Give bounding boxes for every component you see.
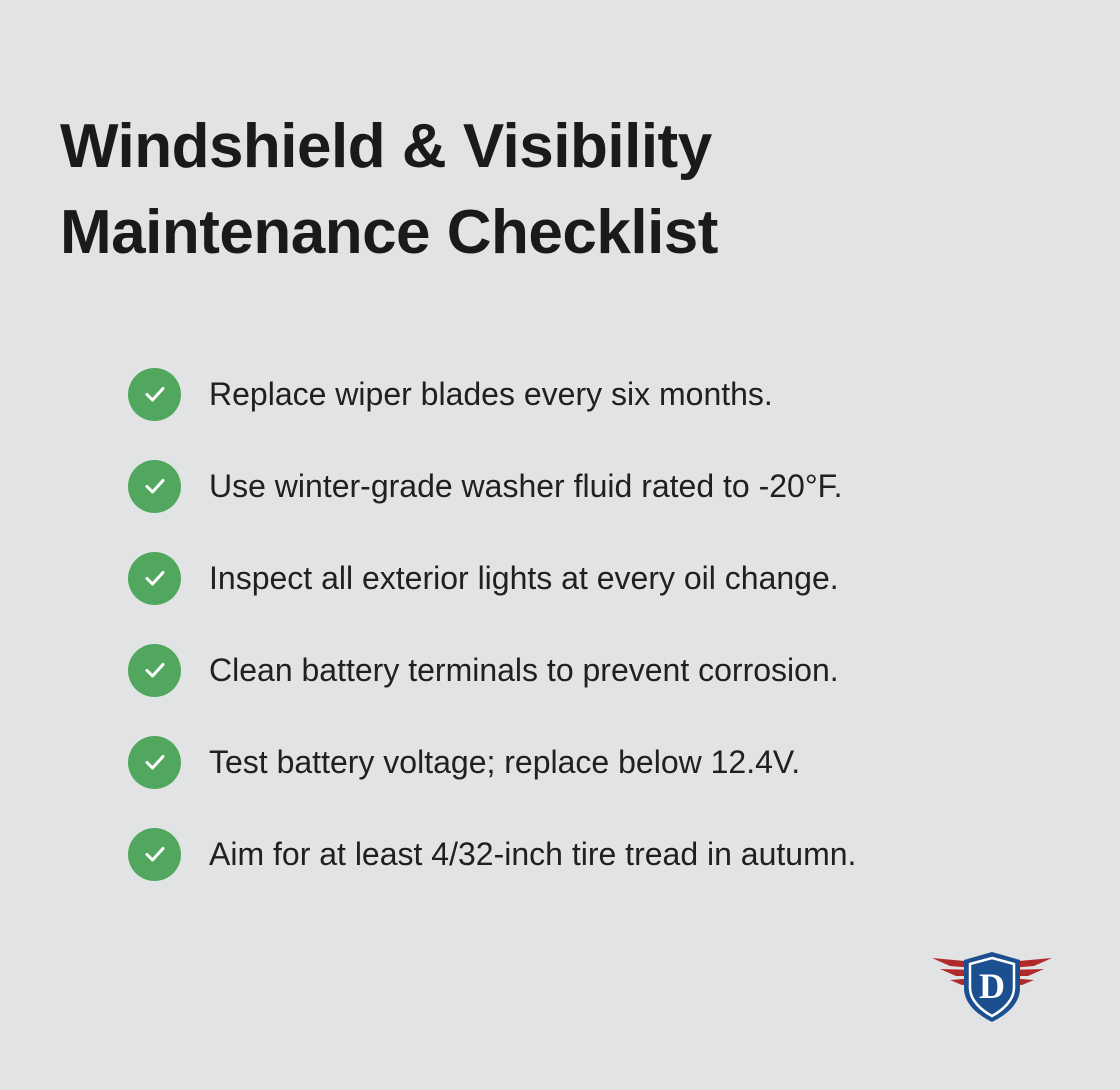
list-item-label: Test battery voltage; replace below 12.4V. <box>209 743 801 780</box>
checklist <box>128 366 1058 918</box>
list-item-label: Use winter-grade washer fluid rated to -20°F. <box>209 467 843 504</box>
check-circle-icon <box>128 460 181 513</box>
list-item <box>128 550 1058 606</box>
check-circle-icon <box>128 736 181 789</box>
list-item-label: Replace wiper blades every six months. <box>209 375 773 412</box>
list-item-label: Clean battery terminals to prevent corrosion. <box>209 651 839 688</box>
check-circle-icon <box>128 828 181 881</box>
page-title: Windshield & Visibility Maintenance Checklist <box>60 112 718 267</box>
list-item-label: Aim for at least 4/32-inch tire tread in autumn. <box>209 835 857 872</box>
check-circle-icon <box>128 552 181 605</box>
svg-text:D: D <box>979 966 1005 1006</box>
check-circle-icon <box>128 368 181 421</box>
list-item <box>128 642 1058 698</box>
list-item <box>128 458 1058 514</box>
check-circle-icon <box>128 644 181 697</box>
list-item <box>128 366 1058 422</box>
list-item <box>128 734 1058 790</box>
list-item <box>128 826 1058 882</box>
winged-shield-d-logo <box>928 936 1056 1032</box>
list-item-label: Inspect all exterior lights at every oil change. <box>209 559 839 596</box>
